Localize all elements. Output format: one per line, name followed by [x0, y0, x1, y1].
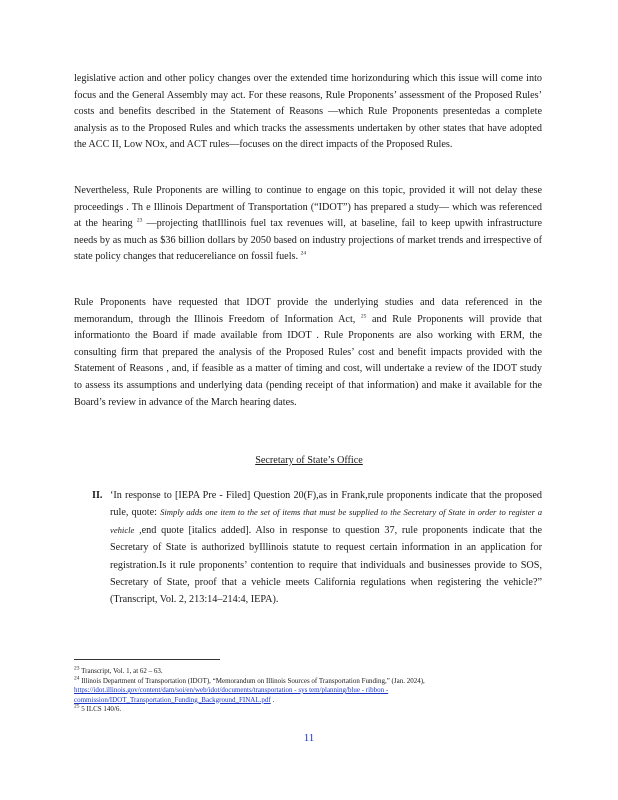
paragraph-2-text-b: —projecting thatIllinois fuel tax revenues will, at baseline, fail to keep upwith infrastructure needs by as much as $36 billion dollars by 2050 based on industry projections of market trends and irrespective of state policy changes that reducereliance on fossil fuels.: [74, 218, 542, 263]
list-item-number: II.: [92, 490, 103, 501]
page-number: 11: [303, 732, 315, 744]
footnote-ref-24[interactable]: 24: [300, 250, 307, 257]
section-heading: Secretary of State’s Office: [255, 455, 363, 466]
footnote-25-number: 25: [74, 703, 80, 710]
footnote-ref-23[interactable]: 23: [136, 217, 143, 224]
paragraph-2-text-a: Nevertheless, Rule Proponents are willing to continue to engage on this topic, provided it will not delay these proceedings . Th e Illinois Department of Transportation (“IDOT”) has prepared a study— which was referenced at the hearing: [74, 185, 542, 230]
footnote-23: [74, 667, 544, 677]
list-item-text: [110, 487, 542, 609]
footnote-24-number: 24: [74, 675, 80, 682]
list-item-ii: [74, 487, 542, 609]
footnote-23-text: Transcript, Vol. 1, at 62 – 63.: [79, 667, 163, 675]
footnotes-block: [74, 667, 544, 715]
paragraph-1-text: legislative action and other policy changes over the extended time horizonduring which this issue will come into focus and the General Assembly may act. For these reasons, Rule Proponents’ assessment of the Proposed Rules’ costs and benefits described in the Statement of Reasons —which Rule Proponents presentedas a complete analysis as to the Proposed Rules and which tracks the assessments undertaken by other states that have adopted the ACC II, Low NOx, and ACT rules—focuses on the direct impacts of the Proposed Rules.: [74, 73, 542, 151]
footnote-24-link[interactable]: https://idot.illinois.gov/content/dam/soi/en/web/idot/documents/transportation - sys tem/planning/blue - ribbon -commission/IDOT_Transportation_Funding_Background_FINAL.pdf: [74, 686, 389, 704]
footnote-divider: [74, 659, 220, 660]
footnote-24-end: .: [270, 695, 275, 704]
footnote-ref-25[interactable]: 25: [360, 313, 367, 320]
item-text-a: ‘In response to [IEPA Pre - Filed] Question 20(F),as in Frank,rule proponents indicate that the proposed rule, quote:: [110, 490, 542, 519]
footnote-23-number: 23: [74, 665, 80, 672]
body-paragraph-1: [74, 71, 542, 154]
item-quoted-italic: Simply adds one item to the set of items that must be supplied to the Secretary of State in order to register a vehicle: [110, 507, 542, 535]
body-paragraph-2: [74, 183, 542, 266]
footnote-24-text: Illinois Department of Transportation (IDOT), “Memorandum on Illinois Sources of Transportation Funding,” (Jan. 2024),: [79, 676, 425, 685]
footnote-25-text: 5 ILCS 140/6.: [79, 705, 122, 713]
item-text-b: ,end quote [italics added]. Also in response to question 37, rule proponents indicate that the Secretary of State is authorized byIllinois statute to request certain information in an application for registration.Is it rule proponents’ contention to require that individuals and businesses provide to SOS, Secretary of State, proof that a vehicle meets California regulations when registering the vehicle?” (Transcript, Vol. 2, 213:14–214:4, IEPA).: [110, 524, 542, 606]
footnote-24: [74, 677, 544, 706]
footnote-25: [74, 705, 544, 715]
body-paragraph-3: [74, 295, 542, 411]
paragraph-3-text-b: and Rule Proponents will provide that informationto the Board if made available from IDOT . Rule Proponents are also working with ERM, the consulting firm that prepared the analysis of the Proposed Rules’ cost and benefit impacts provided with the Statement of Reasons , and, if feasible as a matter of timing and cost, will undertake a review of the IDOT study to assess its assumptions and underlying data (pending receipt of that information) and make it available for the Board’s review in advance of the March hearing dates.: [74, 313, 543, 408]
paragraph-3-text-a: Rule Proponents have requested that IDOT provide the underlying studies and data referenced in the memorandum, through the Illinois Freedom of Information Act,: [74, 297, 542, 325]
